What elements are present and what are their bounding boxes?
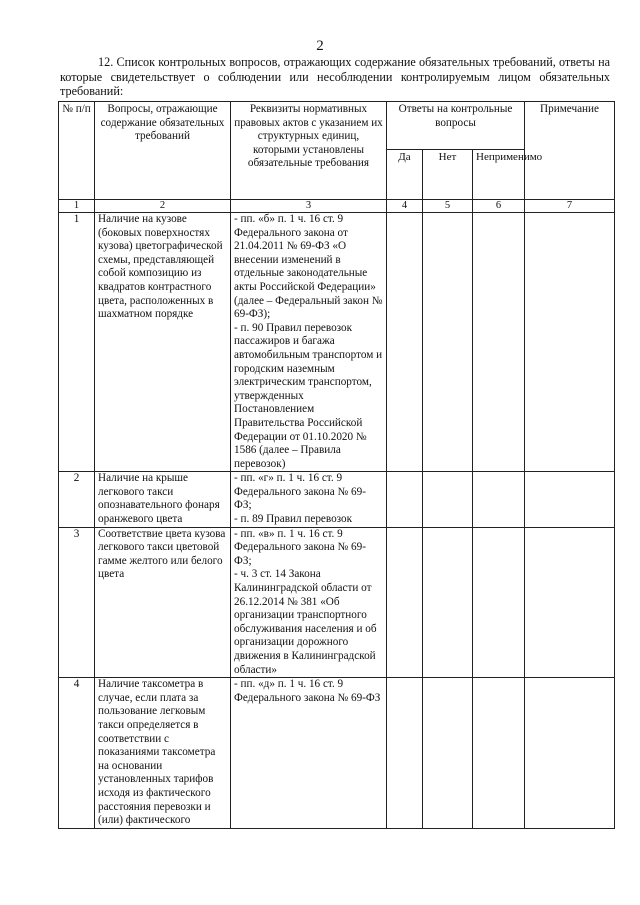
row-question: Наличие на крыше легкового такси опознавательного фонаря оранжевого цвета bbox=[95, 472, 231, 527]
requisite-item: - пп. «д» п. 1 ч. 16 ст. 9 Федерального закона № 69-ФЗ bbox=[234, 678, 381, 704]
row-number: 1 bbox=[59, 213, 95, 472]
row-number: 4 bbox=[59, 678, 95, 829]
column-index-row bbox=[59, 200, 615, 213]
answer-no-cell bbox=[423, 213, 473, 472]
requisite-item: - пп. «в» п. 1 ч. 16 ст. 9 Федерального закона № 69-ФЗ; bbox=[234, 527, 366, 567]
header-not-applicable: Неприменимо bbox=[473, 150, 525, 200]
note-cell bbox=[525, 527, 615, 678]
answer-na-cell bbox=[473, 678, 525, 829]
header-answers: Ответы на контрольные вопросы bbox=[387, 102, 525, 150]
header-note: Примечание bbox=[525, 102, 615, 200]
header-requisites: Реквизиты нормативных правовых актов с указанием их структурных единиц, которыми установлены обязательные требования bbox=[231, 102, 387, 200]
column-index: 6 bbox=[473, 200, 525, 213]
checklist-intro: 12. Список контрольных вопросов, отражающих содержание обязательных требований, ответы на которые свидетельствует о соблюдении или несоблюдении контролируемым лицом обязательных требований: bbox=[60, 55, 610, 99]
answer-no-cell bbox=[423, 527, 473, 678]
row-number: 3 bbox=[59, 527, 95, 678]
note-cell bbox=[525, 472, 615, 527]
answer-yes-cell bbox=[387, 472, 423, 527]
row-requisites bbox=[231, 472, 387, 527]
answer-yes-cell bbox=[387, 678, 423, 829]
header-yes: Да bbox=[387, 150, 423, 200]
requisite-item: - пп. «г» п. 1 ч. 16 ст. 9 Федерального закона № 69-ФЗ; bbox=[234, 472, 366, 512]
table-row bbox=[59, 472, 615, 527]
row-question: Наличие на кузове (боковых поверхностях кузова) цветографической схемы, представляющей собой композицию из квадратов контрастного цвета, расположенных в шахматном порядке bbox=[95, 213, 231, 472]
note-cell bbox=[525, 678, 615, 829]
page-number: 2 bbox=[316, 38, 324, 54]
row-requisites bbox=[231, 678, 387, 829]
column-index: 1 bbox=[59, 200, 95, 213]
table-row bbox=[59, 527, 615, 678]
requisite-item: - п. 90 Правил перевозок пассажиров и багажа автомобильным транспортом и городским наземным электрическим транспортом, утвержденных Постановлением Правительства Российской Федерации от 01.10.2020 № 1586 (далее – Правила перевозок) bbox=[234, 321, 383, 470]
row-question: Соответствие цвета кузова легкового такси цветовой гамме желтого или белого цвета bbox=[95, 527, 231, 678]
answer-no-cell bbox=[423, 472, 473, 527]
column-index: 2 bbox=[95, 200, 231, 213]
table-row bbox=[59, 678, 615, 829]
requirements-table bbox=[58, 101, 615, 829]
requisite-item: - п. 89 Правил перевозок bbox=[234, 513, 353, 526]
answer-na-cell bbox=[473, 213, 525, 472]
answer-no-cell bbox=[423, 678, 473, 829]
table-row bbox=[59, 213, 615, 472]
row-requisites bbox=[231, 527, 387, 678]
header-question: Вопросы, отражающие содержание обязательных требований bbox=[95, 102, 231, 200]
answer-yes-cell bbox=[387, 527, 423, 678]
row-requisites bbox=[231, 213, 387, 472]
row-number: 2 bbox=[59, 472, 95, 527]
column-index: 4 bbox=[387, 200, 423, 213]
note-cell bbox=[525, 213, 615, 472]
requisite-item: - ч. 3 ст. 14 Закона Калининградской области от 26.12.2014 № 381 «Об организации транспортного обслуживания населения и об организации дорожного движения в Калининградской области» bbox=[234, 568, 377, 676]
header-num: № п/п bbox=[59, 102, 95, 200]
row-question: Наличие таксометра в случае, если плата за пользование легковым такси определяется в соответствии с показаниями таксометра на основании установленных тарифов исходя из фактического расстояния перевозки и (или) фактического bbox=[95, 678, 231, 829]
answer-na-cell bbox=[473, 527, 525, 678]
column-index: 7 bbox=[525, 200, 615, 213]
header-no: Нет bbox=[423, 150, 473, 200]
requisite-item: - пп. «б» п. 1 ч. 16 ст. 9 Федерального закона от 21.04.2011 № 69-ФЗ «О внесении изменений в отдельные законодательные акты Российской Федерации» (далее – Федеральный закон № 69-ФЗ); bbox=[234, 213, 383, 321]
column-index: 3 bbox=[231, 200, 387, 213]
column-index: 5 bbox=[423, 200, 473, 213]
answer-na-cell bbox=[473, 472, 525, 527]
answer-yes-cell bbox=[387, 213, 423, 472]
